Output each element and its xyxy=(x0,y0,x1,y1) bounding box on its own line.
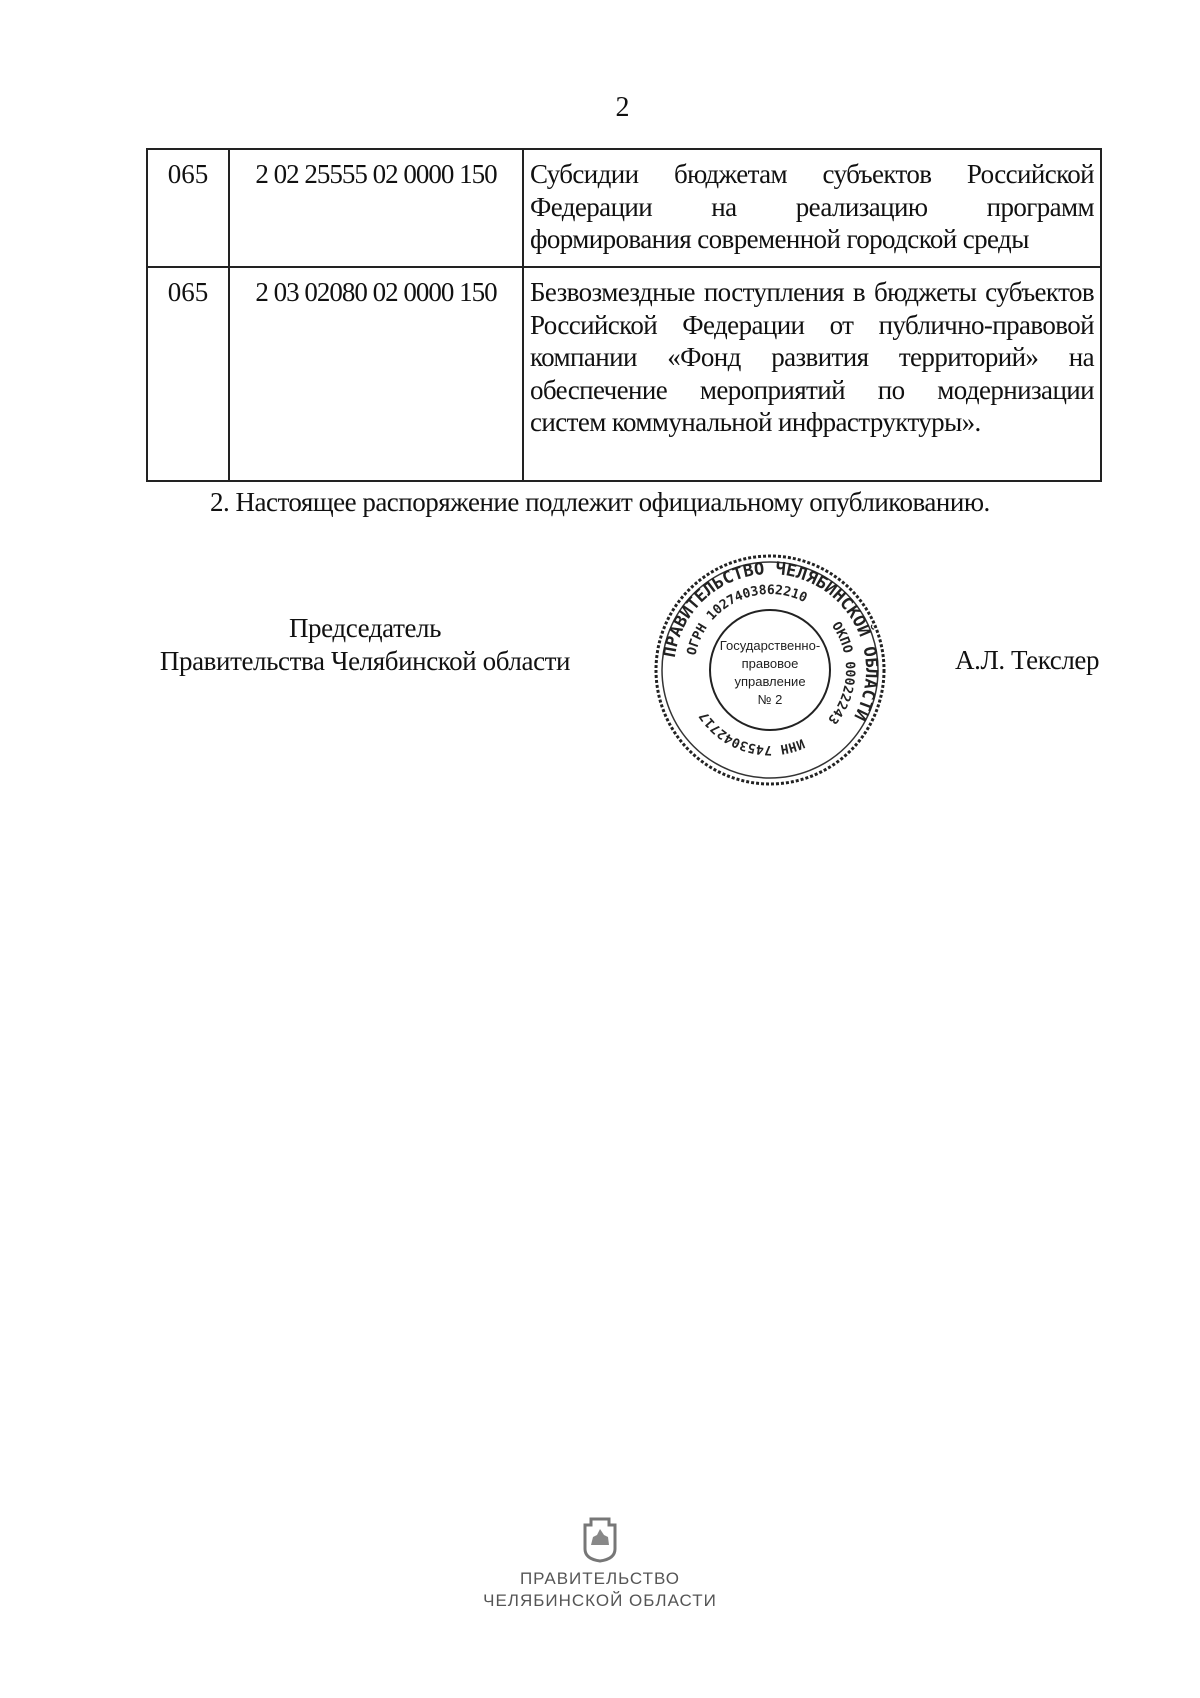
page-number: 2 xyxy=(615,92,630,123)
stamp-outer-text: ПРАВИТЕЛЬСТВО ЧЕЛЯБИНСКОЙ ОБЛАСТИ xyxy=(659,558,882,724)
admin-code-cell: 065 xyxy=(147,267,229,481)
budget-codes-table xyxy=(146,148,1102,482)
footer-logo xyxy=(480,1515,720,1612)
footer-logo-line2: ЧЕЛЯБИНСКОЙ ОБЛАСТИ xyxy=(483,1591,717,1610)
stamp-center-line1: Государственно- xyxy=(719,638,821,653)
signatory-name: А.Л. Текслер xyxy=(955,645,1100,675)
coat-of-arms-icon xyxy=(579,1515,621,1563)
table-row xyxy=(147,149,1101,267)
stamp-ogrn: ОГРН 1027403862210 xyxy=(684,582,810,657)
admin-code-cell: 065 xyxy=(147,149,229,267)
description-cell: Субсидии бюджетам субъектов Российской Федерации на реализацию программ формирования современной городской среды xyxy=(523,149,1101,267)
kbk-cell: 2 03 02080 02 0000 150 xyxy=(229,267,523,481)
stamp-center-line2: правовое xyxy=(741,656,799,671)
signatory-title-line2: Правительства Челябинской области xyxy=(159,646,571,676)
description-cell: Безвозмездные поступления в бюджеты субъектов Российской Федерации от публично-правовой компании «Фонд развития территорий» на обеспечение мероприятий по модернизации систем коммунальной инфраструктуры». xyxy=(523,267,1101,481)
signatory-title-line1: Председатель xyxy=(288,613,442,643)
footer-logo-line1: ПРАВИТЕЛЬСТВО xyxy=(519,1569,681,1588)
stamp-okpo: ОКПО 00022243 xyxy=(824,619,858,727)
svg-text:ИНН 7453042717 xyxy=(697,709,807,758)
kbk-cell: 2 02 25555 02 0000 150 xyxy=(229,149,523,267)
stamp-inn: ИНН 7453042717 xyxy=(696,708,807,758)
stamp-center-line4: № 2 xyxy=(757,692,783,707)
paragraph-publication: 2. Настоящее распоряжение подлежит официальному опубликованию. xyxy=(210,487,990,517)
table-row xyxy=(147,267,1101,481)
stamp-center-line3: управление xyxy=(734,674,806,689)
signatory-title xyxy=(140,612,590,678)
official-stamp xyxy=(652,552,888,788)
